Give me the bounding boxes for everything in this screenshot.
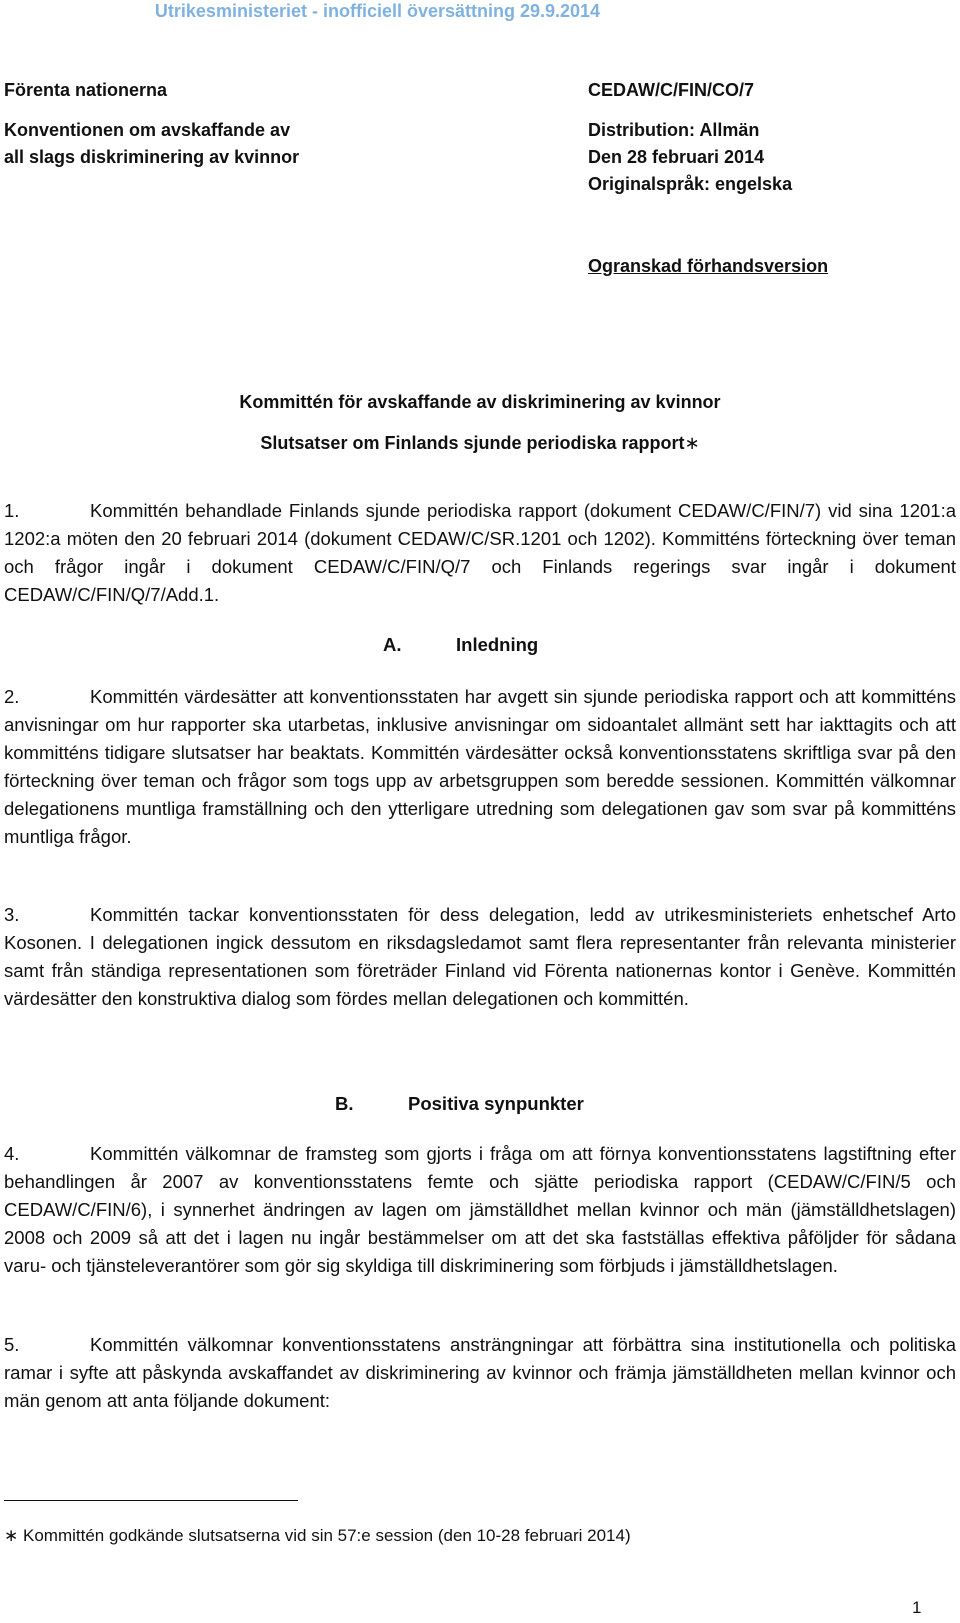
org-name: Förenta nationerna bbox=[4, 80, 168, 100]
document-symbol: CEDAW/C/FIN/CO/7 bbox=[588, 80, 755, 100]
section-letter: B. bbox=[335, 1093, 354, 1114]
paragraph-text: Kommittén tackar konventionsstaten för dess delegation, ledd av utrikesministeriets enhetschef Arto Kosonen. I delegationen ingick dessutom en riksdagsledamot samt flera representanter från relevanta ministerier samt från ständiga representationen som företräder Finland vid Förenta nationernas kontor i Genève. Kommittén värdesätter den konstruktiva dialog som fördes mellan delegationen och kommittén. bbox=[4, 904, 956, 1009]
section-title: Positiva synpunkter bbox=[408, 1093, 584, 1114]
convention-line-1: Konventionen om avskaffande av bbox=[4, 120, 291, 140]
paragraph-text: Kommittén välkomnar konventionsstatens ansträngningar att förbättra sina institutionella och politiska ramar i syfte att påskynda avskaffandet av diskriminering av kvinnor och främja jämställdheten mellan kvinnor och män genom att anta följande dokument: bbox=[4, 1334, 956, 1411]
distribution: Distribution: Allmän bbox=[588, 120, 760, 140]
paragraph-text: Kommittén värdesätter att konventionsstaten har avgett sin sjunde periodiska rapport och att kommitténs anvisningar om hur rapporter ska utarbetas, inklusive anvisningar om sidoantalet allmänt sett har iakttagits och att kommitténs tidigare slutsatser har beaktats. Kommittén värdesätter också konventionsstatens skriftliga svar på den förteckning över teman och frågor som togs upp av arbetsgruppen som beredde sessionen. Kommittén välkomnar delegationens muntliga framställning och den ytterligare utredning som delegationen gav som svar på kommitténs muntliga frågor. bbox=[4, 686, 956, 847]
original-language: Originalspråk: engelska bbox=[588, 174, 793, 194]
section-letter: A. bbox=[383, 634, 402, 655]
footnote bbox=[4, 1525, 631, 1547]
report-subtitle-text: Slutsatser om Finlands sjunde periodiska rapport bbox=[260, 433, 685, 453]
banner-text: Utrikesministeriet - inofficiell översättning 29.9.2014 bbox=[154, 1, 601, 21]
convention-line-2: all slags diskriminering av kvinnor bbox=[4, 147, 300, 167]
page-number: 1 bbox=[912, 1598, 922, 1617]
paragraph-number: 1. bbox=[4, 500, 20, 521]
paragraph-number: 2. bbox=[4, 686, 20, 707]
footnote-divider bbox=[4, 1500, 298, 1501]
paragraph-5 bbox=[4, 1331, 956, 1415]
paragraph-text: Kommittén behandlade Finlands sjunde periodiska rapport (dokument CEDAW/C/FIN/7) vid sina 1201:a 1202:a möten den 20 februari 2014 (dokument CEDAW/C/SR.1201 och 1202). Kommitténs förteckning över teman och frågor ingår i dokument CEDAW/C/FIN/Q/7 och Finlands regerings svar ingår i dokument CEDAW/C/FIN/Q/7/Add.1. bbox=[4, 500, 956, 605]
footnote-mark: ∗ bbox=[684, 433, 700, 453]
version-note: Ogranskad förhandsversion bbox=[588, 256, 829, 276]
paragraph-number: 3. bbox=[4, 904, 20, 925]
section-a-heading bbox=[383, 633, 538, 657]
paragraph-2 bbox=[4, 683, 956, 851]
paragraph-text: Kommittén välkomnar de framsteg som gjorts i fråga om att förnya konventionsstatens lagstiftning efter behandlingen år 2007 av konventionsstatens femte och sjätte periodiska rapport (CEDAW/C/FIN/5 och CEDAW/C/FIN/6), i synnerhet ändringen av lagen om jämställdhet mellan kvinnor och män (jämställdhetslagen) 2008 och 2009 så att det i lagen nu ingår bestämmelser om att det ska fastställas effektiva påföljder för sådana varu- och tjänsteleverantörer som gör sig skyldiga till diskriminering som förbjuds i jämställdhetslagen. bbox=[4, 1143, 956, 1276]
section-b-heading bbox=[335, 1092, 584, 1116]
document-date: Den 28 februari 2014 bbox=[588, 147, 765, 167]
paragraph-3 bbox=[4, 901, 956, 1013]
report-subtitle bbox=[0, 432, 960, 454]
committee-title: Kommittén för avskaffande av diskriminering av kvinnor bbox=[239, 392, 721, 412]
section-title: Inledning bbox=[456, 634, 539, 655]
translation-banner bbox=[0, 0, 755, 22]
paragraph-number: 4. bbox=[4, 1143, 20, 1164]
paragraph-number: 5. bbox=[4, 1334, 20, 1355]
paragraph-1 bbox=[4, 497, 956, 609]
footnote-text: Kommittén godkände slutsatserna vid sin 57:e session (den 10-28 februari 2014) bbox=[22, 1526, 631, 1545]
footnote-mark: ∗ bbox=[4, 1526, 19, 1545]
paragraph-4 bbox=[4, 1140, 956, 1280]
